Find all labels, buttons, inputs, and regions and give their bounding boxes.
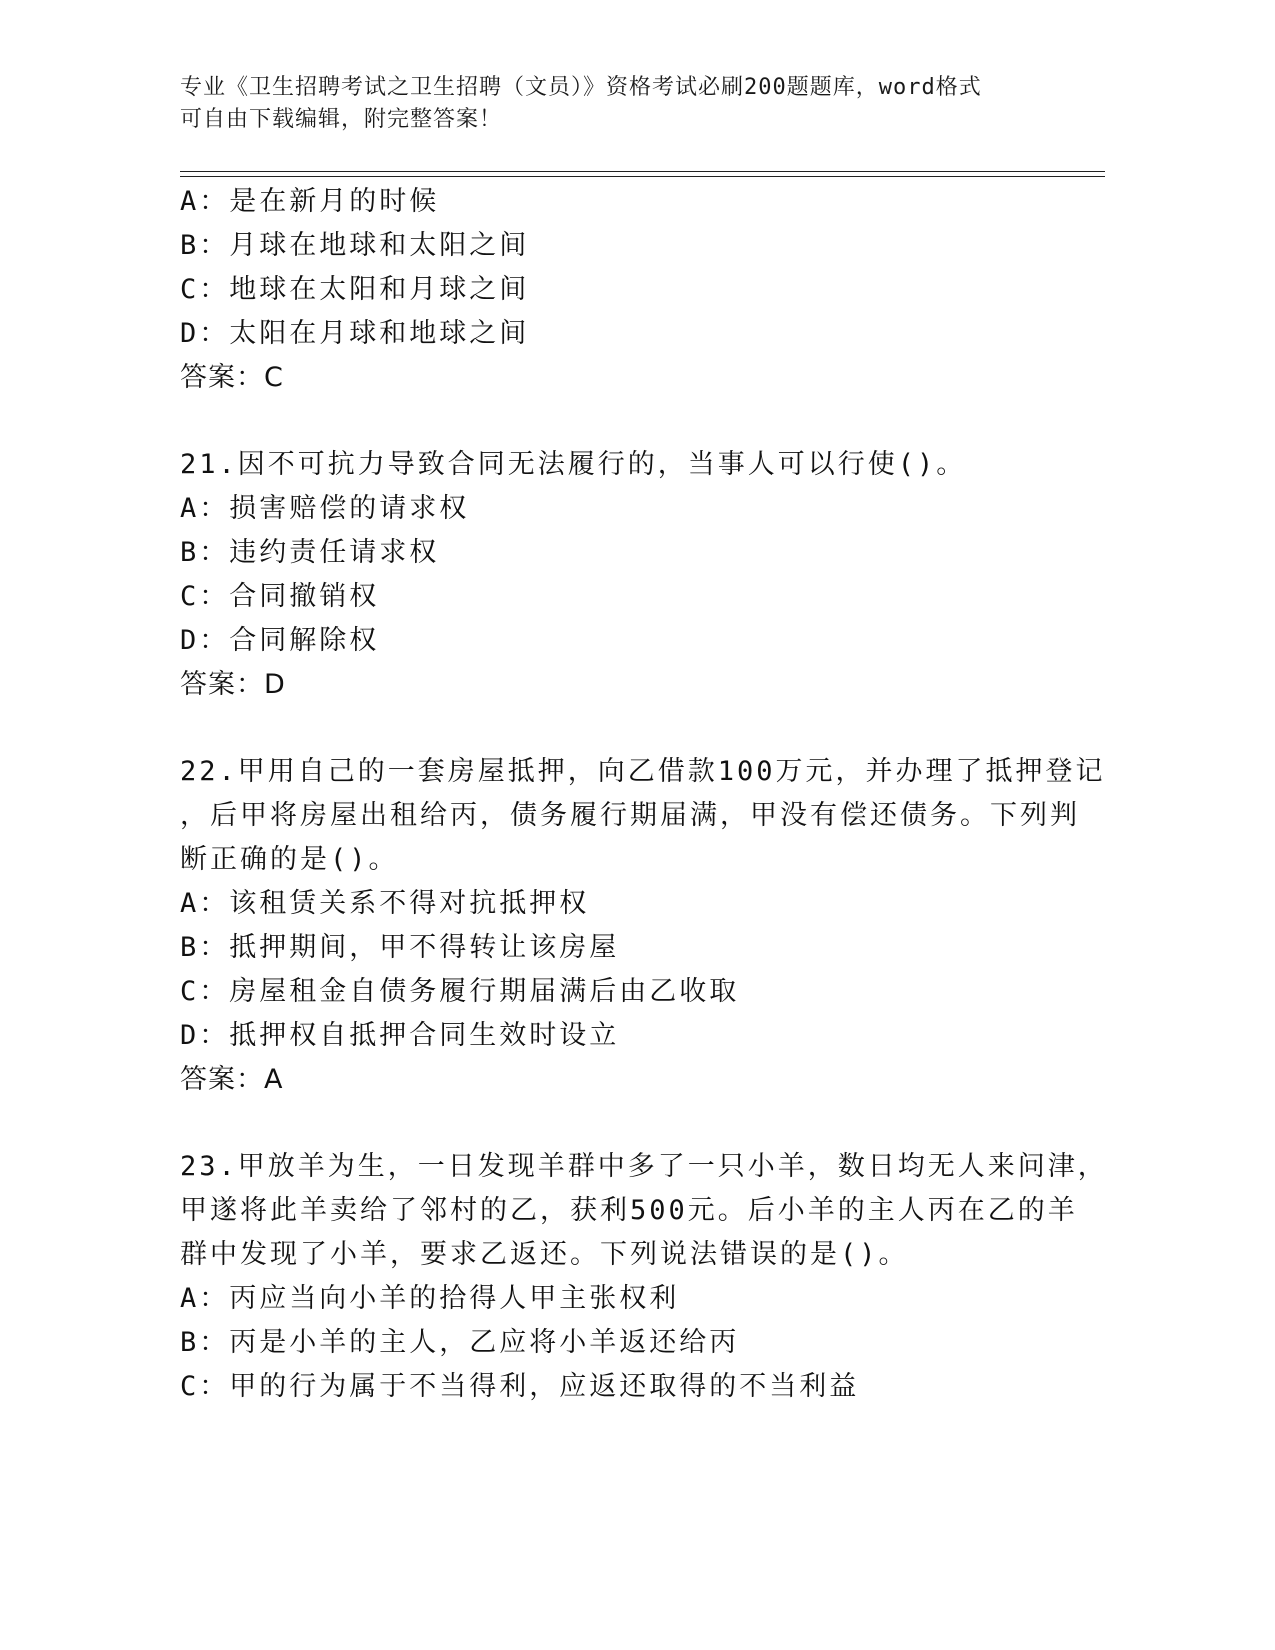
question-text: 23.甲放羊为生，一日发现羊群中多了一只小羊，数日均无人来问津， (180, 1151, 1108, 1182)
option-c: C：地球在太阳和月球之间 (180, 274, 530, 305)
block-spacer (180, 1102, 1080, 1145)
option-d: D：太阳在月球和地球之间 (180, 318, 530, 349)
header-divider-bottom (180, 176, 1105, 177)
option-b: B：丙是小羊的主人，乙应将小羊返还给丙 (180, 1327, 740, 1358)
option-c: C：房屋租金自债务履行期届满后由乙收取 (180, 976, 740, 1007)
question-block (180, 750, 1106, 1102)
document-header (180, 72, 1060, 136)
option-a: A：丙应当向小羊的拾得人甲主张权利 (180, 1283, 680, 1314)
question-text: 断正确的是()。 (180, 844, 399, 875)
header-line-1: 专业《卫生招聘考试之卫生招聘（文员）》资格考试必刷200题题库，word格式 (180, 75, 982, 100)
question-text: 21.因不可抗力导致合同无法履行的，当事人可以行使()。 (180, 449, 967, 480)
question-block (180, 443, 1080, 707)
question-text: 22.甲用自己的一套房屋抵押，向乙借款100万元，并办理了抵押登记 (180, 756, 1106, 787)
header-divider-top (180, 171, 1105, 172)
question-block (180, 1145, 1108, 1409)
option-b: B：抵押期间，甲不得转让该房屋 (180, 932, 620, 963)
option-d: D：抵押权自抵押合同生效时设立 (180, 1020, 620, 1051)
question-text: 群中发现了小羊，要求乙返还。下列说法错误的是()。 (180, 1239, 909, 1270)
block-spacer (180, 707, 1080, 750)
question-block (180, 180, 1080, 400)
option-b: B：违约责任请求权 (180, 537, 440, 568)
option-c: C：甲的行为属于不当得利，应返还取得的不当利益 (180, 1371, 860, 1402)
question-text: 甲遂将此羊卖给了邻村的乙，获利500元。后小羊的主人丙在乙的羊 (180, 1195, 1078, 1226)
answer-line: 答案：A (180, 1064, 284, 1095)
option-c: C：合同撤销权 (180, 581, 380, 612)
block-spacer (180, 400, 1080, 443)
option-b: B：月球在地球和太阳之间 (180, 230, 530, 261)
option-a: A：损害赔偿的请求权 (180, 493, 470, 524)
answer-line: 答案：C (180, 362, 284, 393)
header-line-2: 可自由下载编辑，附完整答案！ (180, 107, 503, 132)
answer-line: 答案：D (180, 669, 286, 700)
question-list (180, 180, 1108, 1409)
option-d: D：合同解除权 (180, 625, 380, 656)
option-a: A：该租赁关系不得对抗抵押权 (180, 888, 590, 919)
option-a: A：是在新月的时候 (180, 186, 440, 217)
question-text: ，后甲将房屋出租给丙，债务履行期届满，甲没有偿还债务。下列判 (180, 800, 1080, 831)
